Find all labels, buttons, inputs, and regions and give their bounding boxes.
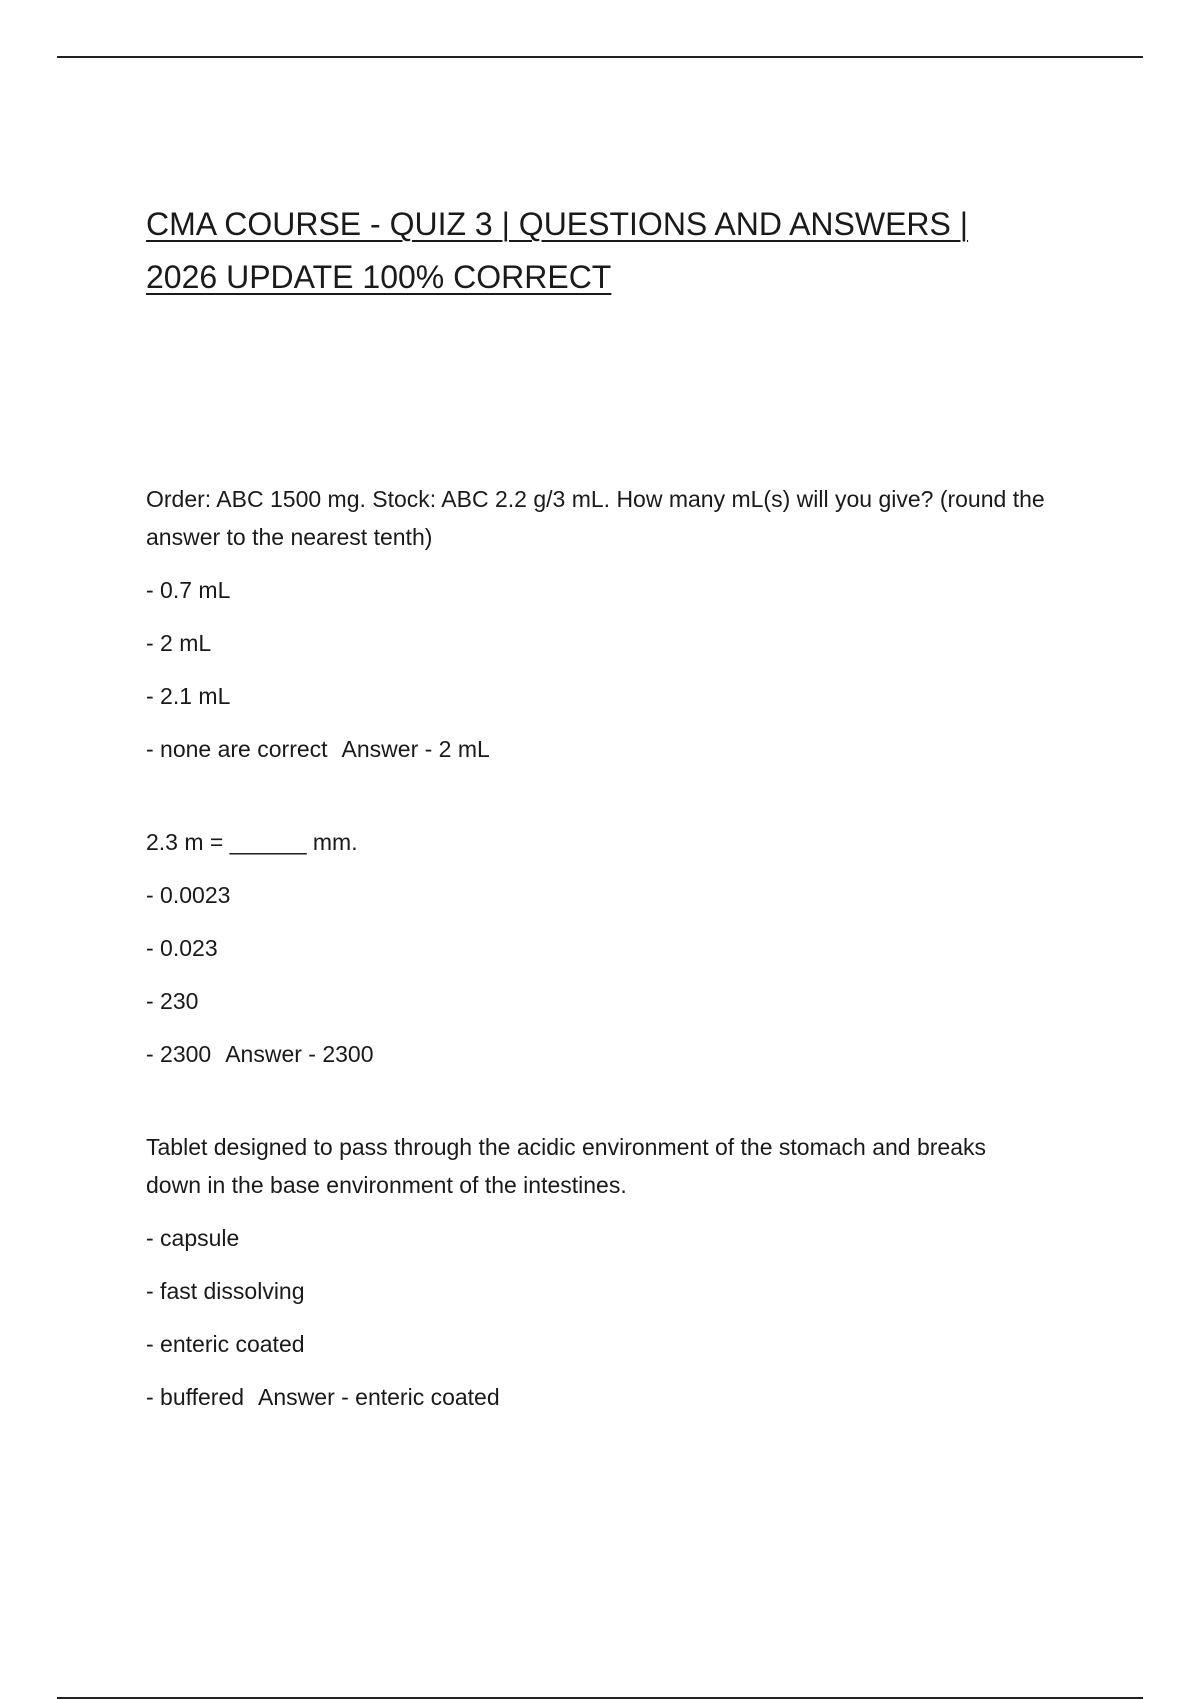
question-text: Tablet designed to pass through the acidic environment of the stomach and breaks down in the base environment of the intestines.: [146, 1134, 987, 1198]
footer-rule: [57, 1697, 1143, 1699]
answer-text: Answer - enteric coated: [258, 1384, 500, 1410]
option-text: - fast dissolving: [146, 1278, 305, 1304]
option-item: [146, 1219, 1046, 1257]
question-text: 2.3 m = ______ mm.: [146, 829, 358, 855]
option-item: [146, 677, 1046, 715]
answer-text: Answer - 2300: [225, 1041, 374, 1067]
option-text: - 0.0023: [146, 882, 231, 908]
question-list: [146, 480, 1046, 1416]
option-text: - none are correct: [146, 736, 328, 762]
option-item: [146, 1272, 1046, 1310]
option-list: [146, 1219, 1046, 1416]
option-item: [146, 876, 1046, 914]
option-list: [146, 876, 1046, 1073]
question-block: [146, 823, 1046, 1073]
option-item: [146, 982, 1046, 1020]
option-item: [146, 1035, 1046, 1073]
option-text: - enteric coated: [146, 1331, 305, 1357]
header-rule: [57, 56, 1143, 58]
option-item: [146, 1325, 1046, 1363]
option-text: - 2.1 mL: [146, 683, 231, 709]
option-item: [146, 929, 1046, 967]
option-item: [146, 624, 1046, 662]
question-block: [146, 480, 1046, 768]
question-block: [146, 1128, 1046, 1416]
option-item: [146, 571, 1046, 609]
document-title: CMA COURSE - QUIZ 3 | QUESTIONS AND ANSWERS | 2026 UPDATE 100% CORRECT: [146, 206, 969, 295]
option-text: - 230: [146, 988, 199, 1014]
option-text: - capsule: [146, 1225, 240, 1251]
document-body: [146, 198, 1046, 1471]
question-text: Order: ABC 1500 mg. Stock: ABC 2.2 g/3 mL. How many mL(s) will you give? (round the answer to the nearest tenth): [146, 486, 1045, 550]
option-text: - 0.023: [146, 935, 218, 961]
answer-text: Answer - 2 mL: [341, 736, 490, 762]
option-list: [146, 571, 1046, 768]
option-text: - 2 mL: [146, 630, 212, 656]
option-text: - 2300: [146, 1041, 212, 1067]
option-item: [146, 730, 1046, 768]
option-text: - 0.7 mL: [146, 577, 231, 603]
option-item: [146, 1378, 1046, 1416]
option-text: - buffered: [146, 1384, 245, 1410]
